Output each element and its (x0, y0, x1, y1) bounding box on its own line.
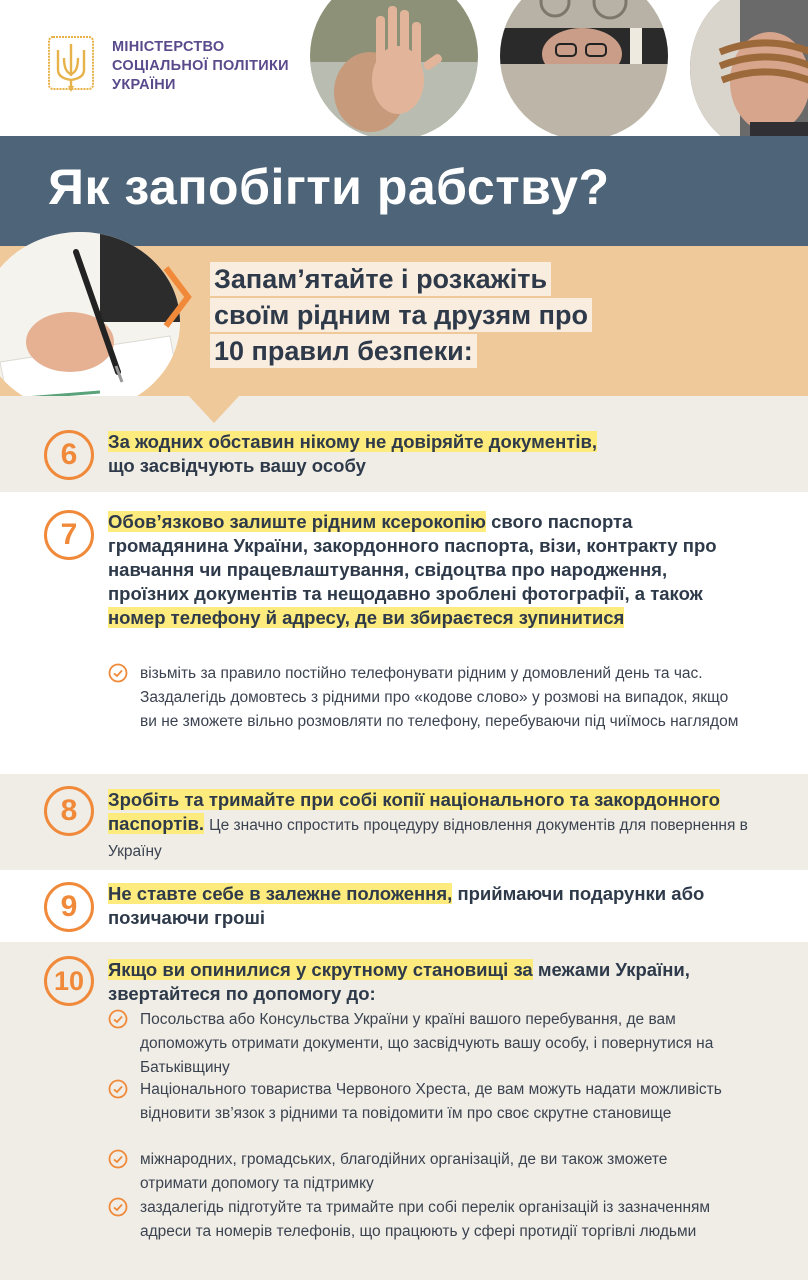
rule-6-rest: що засвідчують вашу особу (108, 455, 366, 476)
rule-8 (0, 774, 808, 870)
rule-7-bullet-text: візьміть за правило постійно телефонувати рідним у домовлений день та час. Заздалегідь домовтесь з рідними про «кодове слово» у розмові на випадок, якщо ви не зможете вільно розмовляти по телефону, перебуваючи під чиїмось наглядом (140, 665, 739, 730)
trident-emblem-icon (48, 36, 94, 100)
rule-6-text (108, 430, 708, 478)
rule-10-bullet-2: Національного товариства Червоного Хреста, де вам можуть надати можливість відновити зв’язок з рідними та повідомити їм про своє скрутне становище (140, 1081, 722, 1122)
rule-9-text (108, 882, 738, 930)
rule-6 (0, 396, 808, 492)
rule-8-highlight: Зробіть та тримайте при собі копії національного та закордонного паспортів. (108, 789, 720, 834)
rule-10-highlight: Якщо ви опинилися у скрутному становищі за (108, 959, 533, 980)
rule-number-badge: 6 (44, 430, 94, 480)
ministry-name-line-2: СОЦІАЛЬНОЇ ПОЛІТИКИ (112, 58, 289, 74)
page-title: Як запобігти рабству? (48, 159, 610, 215)
rule-9-rest: приймаючи подарунки або позичаючи гроші (108, 883, 705, 928)
rule-number-badge: 10 (44, 956, 94, 1006)
intro-line-2: своїм рідним та друзям про (210, 298, 592, 332)
photo-woman-behind-boards (500, 0, 668, 140)
rule-10-bullet-1: Посольства або Консульства України у країні вашого перебування, де вам допоможуть отримати документи, що засвідчують вашу особу, і повернутися на Батьківщину (140, 1011, 714, 1076)
photo-stop-hand (310, 0, 478, 140)
check-circle-icon (108, 1197, 128, 1217)
check-circle-icon (108, 1149, 128, 1169)
rule-7-highlight-2: номер телефону й адресу, де ви збираєтеся зупинитися (108, 607, 625, 628)
rule-number-badge: 7 (44, 510, 94, 560)
list-item (108, 1148, 708, 1196)
rule-10-bullet-4: заздалегідь підготуйте та тримайте при собі перелік організацій із зазначенням адреси та номерів телефонів, що працюють у сфері протидії торгівлі людьми (140, 1199, 711, 1240)
check-circle-icon (108, 1009, 128, 1029)
ministry-name-line-1: МІНІСТЕРСТВО (112, 39, 225, 55)
rule-number-badge: 9 (44, 882, 94, 932)
header (0, 0, 808, 136)
intro-line-1: Запам’ятайте і розкажіть (210, 262, 551, 296)
rule-10-bullet-3: міжнародних, громадських, благодійних організацій, де ви також зможете отримати допомогу та підтримку (140, 1151, 668, 1192)
list-item (108, 662, 748, 734)
intro-pointer (188, 395, 240, 423)
rule-8-text (108, 788, 758, 864)
rule-number-badge: 8 (44, 786, 94, 836)
title-band (0, 136, 808, 246)
rule-6-highlight: За жодних обставин нікому не довіряйте документів, (108, 431, 597, 452)
check-circle-icon (108, 663, 128, 683)
rule-7-middle: свого паспорта громадянина України, закордонного паспорта, візи, контракту про навчання чи працевлаштування, свідоцтва про народження, проїзних документів та нещодавно зроблені фотографії, а також (108, 511, 717, 604)
rule-10 (0, 942, 808, 1280)
rule-7-highlight-1: Обов’язково залиште рідним ксерокопію (108, 511, 486, 532)
intro-line-3: 10 правил безпеки: (210, 334, 477, 368)
ministry-name-line-3: УКРАЇНИ (112, 77, 176, 93)
rule-10-text (108, 958, 768, 1006)
list-item (108, 1008, 748, 1080)
ministry-name (112, 38, 289, 95)
rule-9 (0, 870, 808, 942)
rule-7-text (108, 510, 748, 630)
ministry-logo (48, 36, 289, 100)
rule-10-rest: межами України, звертайтеся по допомогу до: (108, 959, 690, 1004)
intro-text (210, 262, 592, 370)
rule-8-rest: Це значно спростить процедуру відновлення документів для повернення в Україну (108, 817, 748, 860)
photo-tied-hands (690, 0, 808, 154)
check-circle-icon (108, 1079, 128, 1099)
rule-7 (0, 492, 808, 774)
chevron-right-icon (160, 262, 194, 332)
list-item (108, 1078, 748, 1126)
list-item (108, 1196, 748, 1244)
rule-9-highlight: Не ставте себе в залежне положення, (108, 883, 453, 904)
